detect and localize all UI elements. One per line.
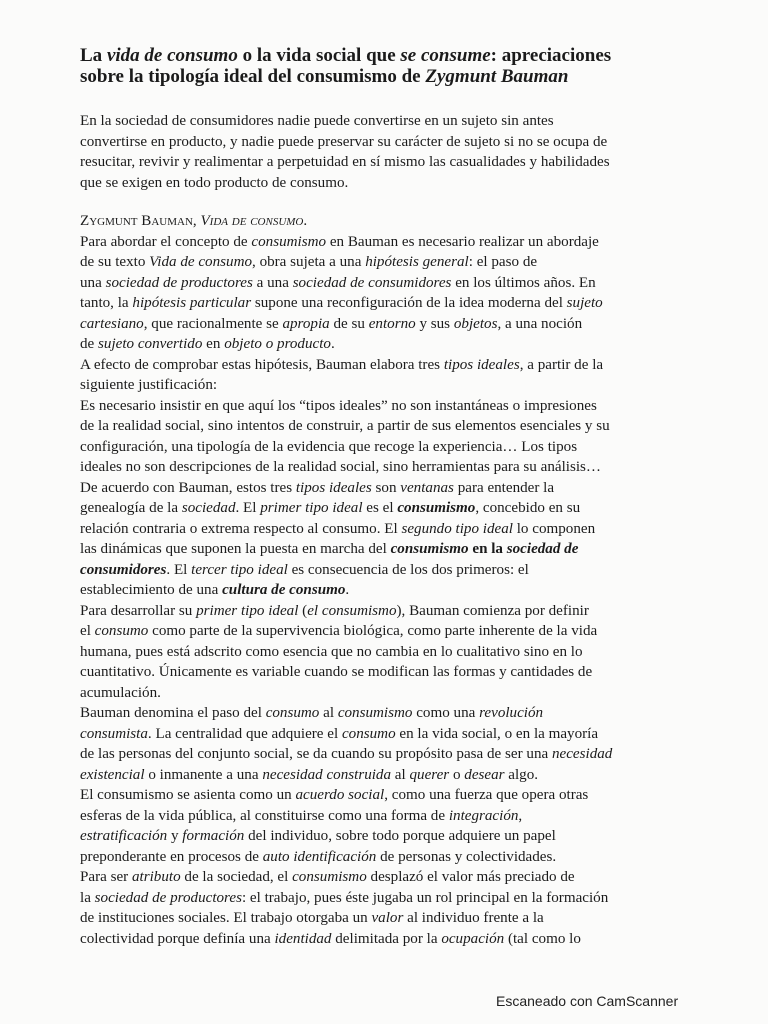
text-run: Bauman denomina el paso del [80, 705, 266, 721]
epigraph [80, 111, 720, 193]
text-run: genealogía de la [80, 500, 182, 516]
text-run: consumo [94, 623, 149, 639]
page-title [80, 44, 720, 85]
title-line [80, 44, 720, 65]
text-run: sobre la tipología ideal del consumismo de [80, 65, 426, 87]
text-line [80, 744, 720, 765]
text-line [80, 416, 720, 437]
text-run: en la [468, 541, 507, 557]
text-run: consumismo [397, 500, 476, 516]
text-line [80, 806, 720, 827]
text-run: al [391, 766, 410, 783]
text-run: configuración, una tipología de la evidencia que recoge la experiencia… Los tipos [80, 438, 578, 455]
text-run: querer [409, 766, 450, 783]
text-run: de la sociedad, el [180, 869, 293, 885]
text-run: . [330, 336, 335, 352]
text-run: , obra sujeta a una [252, 254, 366, 270]
text-line [80, 867, 720, 888]
text-run: de [80, 336, 99, 352]
text-line [80, 152, 720, 173]
text-run: vida de consumo [106, 45, 238, 66]
text-run: tanto, la [80, 295, 133, 311]
text-run: delimitada por la [331, 930, 442, 947]
text-run: a una [252, 274, 293, 291]
text-run: sujeto convertido [98, 336, 203, 352]
text-line [80, 683, 720, 704]
text-run: al individuo frente a la [403, 910, 544, 926]
text-line [80, 601, 720, 622]
text-run: sociedad de productores [105, 274, 253, 291]
text-run: se consume [400, 45, 491, 66]
text-line [80, 539, 720, 560]
text-line [80, 703, 720, 724]
text-run: tipos ideales [295, 479, 372, 496]
text-line [80, 519, 720, 540]
text-run: como parte de la supervivencia biológica, como parte inherente de la vida [148, 623, 598, 639]
text-run: , concebido en su [475, 500, 581, 516]
text-run: convertirse en producto, y nadie puede preservar su carácter de sujeto si no se ocupa de [80, 133, 608, 150]
text-run: . [345, 582, 350, 598]
text-run: integración [448, 807, 519, 824]
text-line [80, 396, 720, 417]
text-run: (tal como lo [504, 930, 581, 947]
text-run: desplazó el valor más preciado de [366, 869, 575, 885]
text-line [80, 211, 720, 232]
text-run: en la vida social, o en la mayoría [395, 725, 599, 742]
text-run: . El [166, 561, 192, 578]
text-run: de instituciones sociales. El trabajo otorgaba un [80, 910, 372, 926]
text-run: , como una fuerza que opera otras [384, 787, 589, 803]
text-run: Vida de consumo [200, 213, 304, 229]
text-run: es el [362, 500, 398, 516]
text-line [80, 580, 720, 601]
text-run: como una [412, 705, 480, 721]
text-line [80, 724, 720, 745]
text-run: cultura de consumo [222, 582, 346, 598]
text-run: algo. [504, 766, 539, 783]
text-run: o la vida social que [237, 45, 401, 66]
text-line [80, 252, 720, 273]
text-run: revolución [479, 705, 544, 721]
text-run: . El [235, 500, 261, 516]
text-run: formación [182, 828, 245, 844]
text-line [80, 785, 720, 806]
text-run: y [167, 828, 183, 844]
text-run: existencial [80, 766, 145, 783]
text-run: auto identificación [262, 848, 377, 865]
camscanner-watermark: Escaneado con CamScanner [496, 993, 679, 1009]
text-run: consumismo [390, 541, 469, 557]
text-run: de las personas del conjunto social, se da cuando su propósito pasa de ser una [80, 746, 552, 762]
text-run: el [80, 623, 95, 639]
text-run: sujeto [566, 295, 603, 311]
text-run: , a una noción [497, 315, 583, 332]
text-run: Para desarrollar su [80, 602, 197, 619]
text-run: atributo [131, 869, 181, 885]
text-line [80, 355, 720, 376]
text-line [80, 888, 720, 909]
text-run: . [303, 213, 308, 229]
text-line [80, 908, 720, 929]
text-run: el consumismo [307, 602, 397, 619]
text-run: Zygmunt Bauman, [80, 213, 201, 229]
text-run: Para ser [80, 869, 132, 885]
text-run: sociedad de [506, 541, 579, 557]
text-run: Zygmunt Bauman [425, 65, 569, 87]
text-run: una [80, 274, 106, 291]
text-run: cuantitativo. Únicamente es variable cuando se modifican las formas y cantidades de [80, 664, 593, 680]
text-run: apropia [282, 315, 330, 332]
body-text [80, 211, 720, 949]
text-run: de personas y colectividades. [376, 848, 557, 865]
text-line [80, 437, 720, 458]
text-run: La [80, 45, 107, 66]
text-line [80, 111, 720, 132]
text-run: tercer tipo ideal [191, 561, 288, 578]
text-line [80, 478, 720, 499]
text-run: o [449, 766, 465, 783]
text-line [80, 765, 720, 786]
text-run: de la realidad social, sino intentos de construir, a partir de sus elementos esenciales y su [80, 418, 610, 434]
text-run: colectividad porque definía una [80, 930, 275, 947]
text-run: , a partir de la [519, 356, 604, 373]
text-run: consumismo [337, 705, 413, 721]
text-run: necesidad [551, 746, 613, 762]
text-run: consumidores [80, 561, 167, 578]
text-run: de su [329, 315, 369, 332]
text-line [80, 560, 720, 581]
text-line [80, 293, 720, 314]
text-line [80, 662, 720, 683]
text-run: El consumismo se asienta como un [80, 787, 296, 803]
text-run: , [518, 807, 523, 824]
text-run: : el paso de [468, 254, 538, 270]
text-run: estratificación [80, 828, 168, 844]
text-run: es consecuencia de los dos primeros: el [287, 561, 529, 578]
text-line [80, 826, 720, 847]
text-run: preponderante en procesos de [80, 848, 263, 865]
text-line [80, 847, 720, 868]
text-run: primer tipo ideal [260, 500, 363, 516]
text-run: esferas de la vida pública, al constituirse como una forma de [80, 807, 449, 824]
text-run: ocupación [441, 930, 505, 947]
text-run: para entender la [453, 479, 555, 496]
text-run: consumo [265, 705, 320, 721]
text-run: identidad [274, 930, 332, 947]
text-run: En la sociedad de consumidores nadie puede convertirse en un sujeto sin antes [80, 113, 554, 129]
text-run: lo componen [512, 520, 596, 537]
text-run: y sus [415, 315, 454, 332]
text-run: : apreciaciones [490, 45, 612, 66]
text-run: que se exigen en todo producto de consumo. [80, 174, 349, 191]
text-run: acumulación. [80, 684, 161, 701]
text-run: son [371, 479, 401, 496]
text-run: segundo tipo ideal [401, 520, 513, 537]
text-run: necesidad construida [262, 766, 392, 783]
text-run: cartesiano [80, 315, 144, 332]
text-run: consumismo [292, 869, 367, 885]
text-run: relación contraria o extrema respecto al consumo. El [80, 520, 402, 537]
text-run: establecimiento de una [80, 582, 223, 598]
text-run: ventanas [400, 479, 454, 496]
text-line [80, 273, 720, 294]
text-run: en los últimos años. En [451, 274, 596, 291]
text-line [80, 929, 720, 950]
text-line [80, 375, 720, 396]
text-run: consumista [80, 725, 148, 742]
text-run: acuerdo social [295, 787, 385, 803]
text-run: supone una reconfiguración de la idea moderna del [251, 295, 567, 311]
text-run: del individuo, sobre todo porque adquiere un papel [244, 828, 556, 844]
text-run: la [80, 889, 95, 906]
text-run: Para abordar el concepto de [80, 233, 252, 250]
text-run: . La centralidad que adquiere el [147, 725, 342, 742]
text-run: Vida de consumo [149, 254, 253, 270]
text-run: sociedad de productores [94, 889, 242, 906]
text-run: hipótesis particular [132, 295, 252, 311]
text-run: : el trabajo, pues éste jugaba un rol principal en la formación [241, 889, 609, 906]
text-run: A efecto de comprobar estas hipótesis, Bauman elabora tres [80, 356, 444, 373]
text-run: De acuerdo con Bauman, estos tres [80, 479, 296, 496]
text-run: consumo [341, 725, 396, 742]
text-run: al [319, 705, 338, 721]
text-run: de su texto [80, 254, 150, 270]
text-line [80, 232, 720, 253]
text-line [80, 173, 720, 194]
text-run: ( [298, 602, 308, 619]
text-run: hipótesis general [365, 254, 469, 270]
text-run: o inmanente a una [144, 766, 263, 783]
text-run: entorno [368, 315, 416, 332]
text-line [80, 314, 720, 335]
text-line [80, 334, 720, 355]
text-run: objetos [453, 315, 498, 332]
text-run: las dinámicas que suponen la puesta en marcha del [80, 541, 391, 557]
text-run: consumismo [251, 233, 327, 250]
text-run: ideales no son descripciones de la realidad social, sino herramientas para su análisis… [80, 459, 601, 475]
text-run: objeto o producto [224, 336, 331, 352]
text-run: tipos ideales [443, 356, 520, 373]
text-run: ), Bauman comienza por definir [396, 602, 589, 619]
text-run: , que racionalmente se [143, 315, 283, 332]
text-run: en [202, 336, 225, 352]
text-run: Es necesario insistir en que aquí los “tipos ideales” no son instantáneas o impresiones [80, 397, 597, 414]
text-run: humana, pues está adscrito como esencia que no cambia en lo cualitativo sino en lo [80, 643, 583, 660]
text-run: sociedad de consumidores [292, 274, 452, 291]
text-line [80, 642, 720, 663]
text-line [80, 457, 720, 478]
text-line [80, 621, 720, 642]
title-line [80, 65, 720, 86]
text-run: siguiente justificación: [80, 377, 218, 393]
text-run: en Bauman es necesario realizar un abordaje [326, 233, 599, 250]
text-run: resucitar, revivir y realimentar a perpetuidad en sí mismo las casualidades y habilidades [80, 154, 610, 170]
text-line [80, 132, 720, 153]
text-run: valor [371, 910, 404, 926]
text-run: desear [464, 766, 505, 783]
text-line [80, 498, 720, 519]
text-run: primer tipo ideal [196, 602, 299, 619]
text-run: sociedad [181, 500, 236, 516]
